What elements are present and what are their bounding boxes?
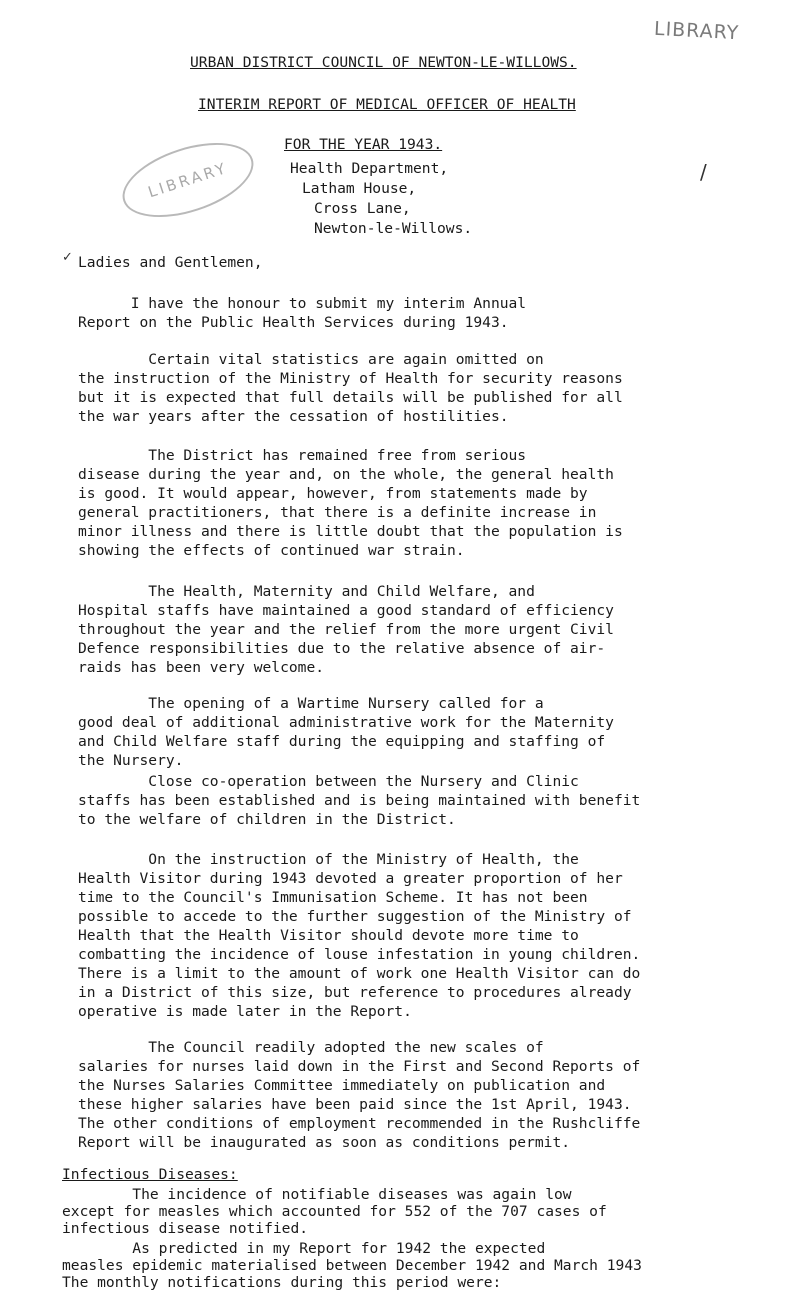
- address-line-4: Newton-le-Willows.: [314, 220, 473, 237]
- paragraph-5: [78, 694, 778, 770]
- text-line: The Health, Maternity and Child Welfare, and: [78, 583, 535, 600]
- paragraph-3: [78, 446, 778, 560]
- text-line: Close co-operation between the Nursery and Clinic: [78, 773, 579, 790]
- text-line: Report on the Public Health Services during 1943.: [78, 314, 509, 331]
- text-line: The other conditions of employment recommended in the Rushcliffe: [78, 1115, 641, 1132]
- text-line: operative is made later in the Report.: [78, 1003, 412, 1020]
- text-line: The incidence of notifiable diseases was again low: [62, 1186, 572, 1203]
- text-line: Health that the Health Visitor should devote more time to: [78, 927, 579, 944]
- paragraph-10: [62, 1240, 782, 1291]
- text-line: time to the Council's Immunisation Scheme. It has not been: [78, 889, 588, 906]
- text-line: good deal of additional administrative work for the Maternity: [78, 714, 614, 731]
- tick-mark: ✓: [62, 250, 73, 265]
- text-line: the Nurses Salaries Committee immediately on publication and: [78, 1077, 606, 1094]
- text-line: The opening of a Wartime Nursery called for a: [78, 695, 544, 712]
- paragraph-2: [78, 350, 778, 426]
- text-line: the Nursery.: [78, 752, 184, 769]
- text-line: On the instruction of the Ministry of Health, the: [78, 851, 579, 868]
- text-line: and Child Welfare staff during the equipping and staffing of: [78, 733, 606, 750]
- section-heading-infectious-diseases: Infectious Diseases:: [62, 1166, 238, 1183]
- paragraph-6: [78, 772, 778, 829]
- text-line: There is a limit to the amount of work one Health Visitor can do: [78, 965, 641, 982]
- text-line: I have the honour to submit my interim Annual: [78, 295, 527, 312]
- address-line-3: Cross Lane,: [314, 200, 411, 217]
- text-line: general practitioners, that there is a definite increase in: [78, 504, 597, 521]
- report-title: INTERIM REPORT OF MEDICAL OFFICER OF HEALTH: [198, 96, 576, 113]
- text-line: to the welfare of children in the District.: [78, 811, 456, 828]
- text-line: but it is expected that full details will be published for all: [78, 389, 623, 406]
- salutation: Ladies and Gentlemen,: [78, 254, 263, 271]
- text-line: the war years after the cessation of hostilities.: [78, 408, 509, 425]
- text-line: The monthly notifications during this period were:: [62, 1274, 502, 1291]
- text-line: these higher salaries have been paid since the 1st April, 1943.: [78, 1096, 632, 1113]
- text-line: The District has remained free from serious: [78, 447, 527, 464]
- library-circular-stamp: LIBRARY: [113, 129, 262, 232]
- address-line-1: Health Department,: [290, 160, 449, 177]
- paragraph-9: [62, 1186, 782, 1237]
- text-line: Certain vital statistics are again omitted on: [78, 351, 544, 368]
- address-line-2: Latham House,: [302, 180, 417, 197]
- text-line: the instruction of the Ministry of Health for security reasons: [78, 370, 623, 387]
- paragraph-7: [78, 850, 778, 1021]
- text-line: disease during the year and, on the whole, the general health: [78, 466, 614, 483]
- text-line: measles epidemic materialised between December 1942 and March 1943: [62, 1257, 642, 1274]
- text-line: Hospital staffs have maintained a good standard of efficiency: [78, 602, 614, 619]
- text-line: combatting the incidence of louse infestation in young children.: [78, 946, 641, 963]
- text-line: showing the effects of continued war strain.: [78, 542, 465, 559]
- paragraph-4: [78, 582, 778, 677]
- text-line: Health Visitor during 1943 devoted a greater proportion of her: [78, 870, 623, 887]
- text-line: As predicted in my Report for 1942 the expected: [62, 1240, 546, 1257]
- text-line: salaries for nurses laid down in the First and Second Reports of: [78, 1058, 641, 1075]
- text-line: raids has been very welcome.: [78, 659, 325, 676]
- library-corner-stamp: LIBRARY: [653, 17, 740, 45]
- text-line: Report will be inaugurated as soon as conditions permit.: [78, 1134, 571, 1151]
- text-line: minor illness and there is little doubt that the population is: [78, 523, 623, 540]
- text-line: throughout the year and the relief from the more urgent Civil: [78, 621, 614, 638]
- text-line: infectious disease notified.: [62, 1220, 309, 1237]
- paragraph-8: [78, 1038, 778, 1152]
- paragraph-1: [78, 294, 778, 332]
- council-heading: URBAN DISTRICT COUNCIL OF NEWTON-LE-WILLOWS.: [190, 54, 577, 71]
- text-line: except for measles which accounted for 552 of the 707 cases of: [62, 1203, 607, 1220]
- text-line: Defence responsibilities due to the relative absence of air-: [78, 640, 606, 657]
- text-line: staffs has been established and is being maintained with benefit: [78, 792, 641, 809]
- text-line: in a District of this size, but reference to procedures already: [78, 984, 632, 1001]
- text-line: possible to accede to the further suggestion of the Ministry of: [78, 908, 632, 925]
- year-heading: FOR THE YEAR 1943.: [284, 136, 443, 153]
- slash-mark: /: [700, 160, 707, 184]
- text-line: The Council readily adopted the new scales of: [78, 1039, 544, 1056]
- text-line: is good. It would appear, however, from statements made by: [78, 485, 588, 502]
